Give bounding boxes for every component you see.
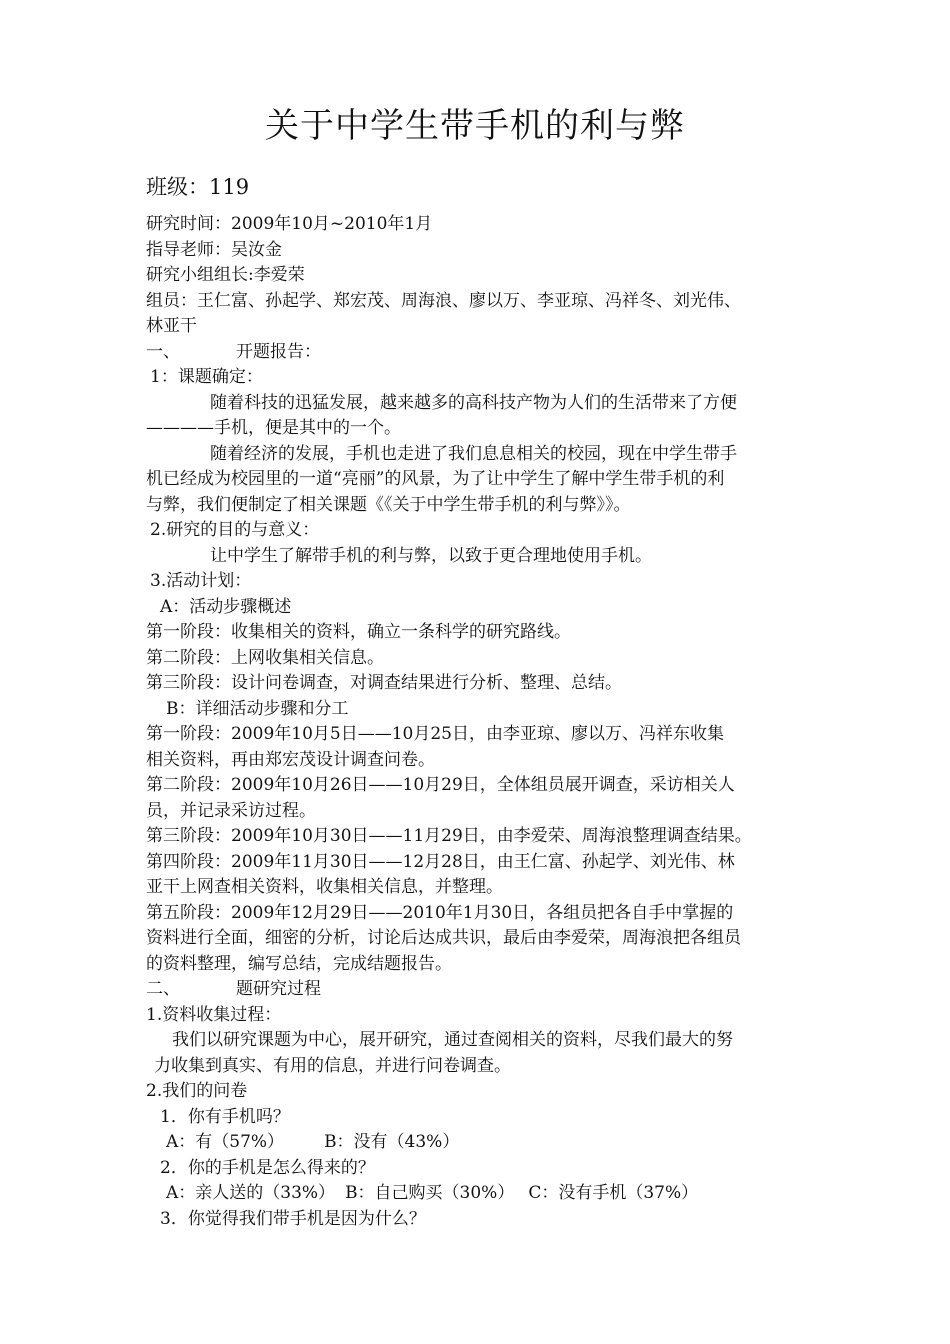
plan-line: 第一阶段：收集相关的资料，确立一条科学的研究路线。 <box>146 622 571 642</box>
subsection-heading: 1.资料收集过程： <box>146 1004 282 1025</box>
question: 3．你觉得我们带手机是因为什么？ <box>160 1208 426 1229</box>
section-heading <box>146 977 811 1003</box>
plan-line: 第二阶段：上网收集相关信息。 <box>146 647 384 668</box>
section-number: 一、 <box>146 341 180 362</box>
plan-line: 亚干上网查相关资料，收集相关信息，并整理。 <box>146 877 503 897</box>
paragraph-line: 与弊，我们便制定了相关课题《《关于中学生带手机的利与弊》》。 <box>146 494 631 515</box>
document-body <box>146 212 811 1232</box>
plan-line: 第二阶段：2009年10月26日——10月29日，全体组员展开调查，采访相关人 <box>146 775 735 795</box>
question: 1．你有手机吗？ <box>160 1106 290 1127</box>
subsection-heading: 2.研究的目的与意义： <box>150 520 320 540</box>
plan-line: 第四阶段：2009年11月30日——12月28日，由王仁富、孙起学、刘光伟、林 <box>146 851 735 872</box>
subsection-heading: 3.活动计划： <box>150 571 252 591</box>
plan-heading: A：活动步骤概述 <box>160 596 292 617</box>
plan-line: 的资料整理，编写总结，完成结题报告。 <box>146 953 452 974</box>
group-leader: 研究小组组长:李爱荣 <box>146 265 305 285</box>
advisor: 指导老师：吴汝金 <box>146 239 282 260</box>
research-time: 研究时间：2009年10月~2010年1月 <box>146 214 433 234</box>
plan-line: 相关资料，再由郑宏茂设计调查问卷。 <box>146 749 435 770</box>
answer-option: A：亲人送的（33%） <box>166 1183 336 1203</box>
subsection-heading: 1：课题确定： <box>150 367 263 387</box>
paragraph-line: 随着经济的发展，手机也走进了我们息息相关的校园，现在中学生带手 <box>210 443 737 464</box>
paragraph-line: 随着科技的迅猛发展，越来越多的高科技产物为人们的生活带来了方便 <box>210 392 737 413</box>
plan-line: 第五阶段：2009年12月29日——2010年1月30日，各组员把各自手中掌握的 <box>146 902 734 923</box>
answer-option: B：自己购买（30%） <box>345 1183 515 1203</box>
plan-line: 员，并记录采访过程。 <box>146 800 316 821</box>
plan-line: 资料进行全面，细密的分析，讨论后达成共识，最后由李爱荣，周海浪把各组员 <box>146 928 741 948</box>
section-number: 二、 <box>146 979 180 999</box>
question: 2．你的手机是怎么得来的？ <box>160 1157 375 1178</box>
members-line: 组员：王仁富、孙起学、郑宏茂、周海浪、廖以万、李亚琼、冯祥冬、刘光伟、 <box>146 290 741 311</box>
paragraph-line: 我们以研究课题为中心，展开研究，通过查阅相关的资料，尽我们最大的努 <box>172 1030 733 1050</box>
paragraph-line: 让中学生了解带手机的利与弊，以致于更合理地使用手机。 <box>210 545 652 566</box>
section-title: 开题报告： <box>236 341 321 362</box>
answer-option: A：有（57%） <box>166 1132 285 1152</box>
page-title: 关于中学生带手机的利与弊 <box>265 106 685 146</box>
answer-options <box>146 1181 811 1207</box>
section-title: 题研究过程 <box>236 979 321 999</box>
paragraph-line: 力收集到真实、有用的信息，并进行问卷调查。 <box>154 1055 511 1076</box>
section-heading <box>146 340 811 366</box>
plan-heading: B：详细活动步骤和分工 <box>166 698 349 719</box>
answer-option: B：没有（43%） <box>324 1132 460 1152</box>
plan-line: 第三阶段：设计问卷调查，对调查结果进行分析、整理、总结。 <box>146 673 622 693</box>
paragraph-line: 机已经成为校园里的一道“亮丽”的风景，为了让中学生了解中学生带手机的利 <box>146 469 725 489</box>
answer-options <box>146 1130 811 1156</box>
plan-line: 第一阶段：2009年10月5日——10月25日，由李亚琼、廖以万、冯祥东收集 <box>146 724 724 744</box>
subsection-heading: 2.我们的问卷 <box>146 1081 248 1101</box>
paragraph-line: ————手机，便是其中的一个。 <box>146 418 401 438</box>
class-line: 班级：119 <box>146 175 250 199</box>
plan-line: 第三阶段：2009年10月30日——11月29日，由李爱荣、周海浪整理调查结果。 <box>146 826 752 846</box>
members-line: 林亚干 <box>146 316 197 336</box>
answer-option: C：没有手机（37%） <box>528 1183 699 1203</box>
